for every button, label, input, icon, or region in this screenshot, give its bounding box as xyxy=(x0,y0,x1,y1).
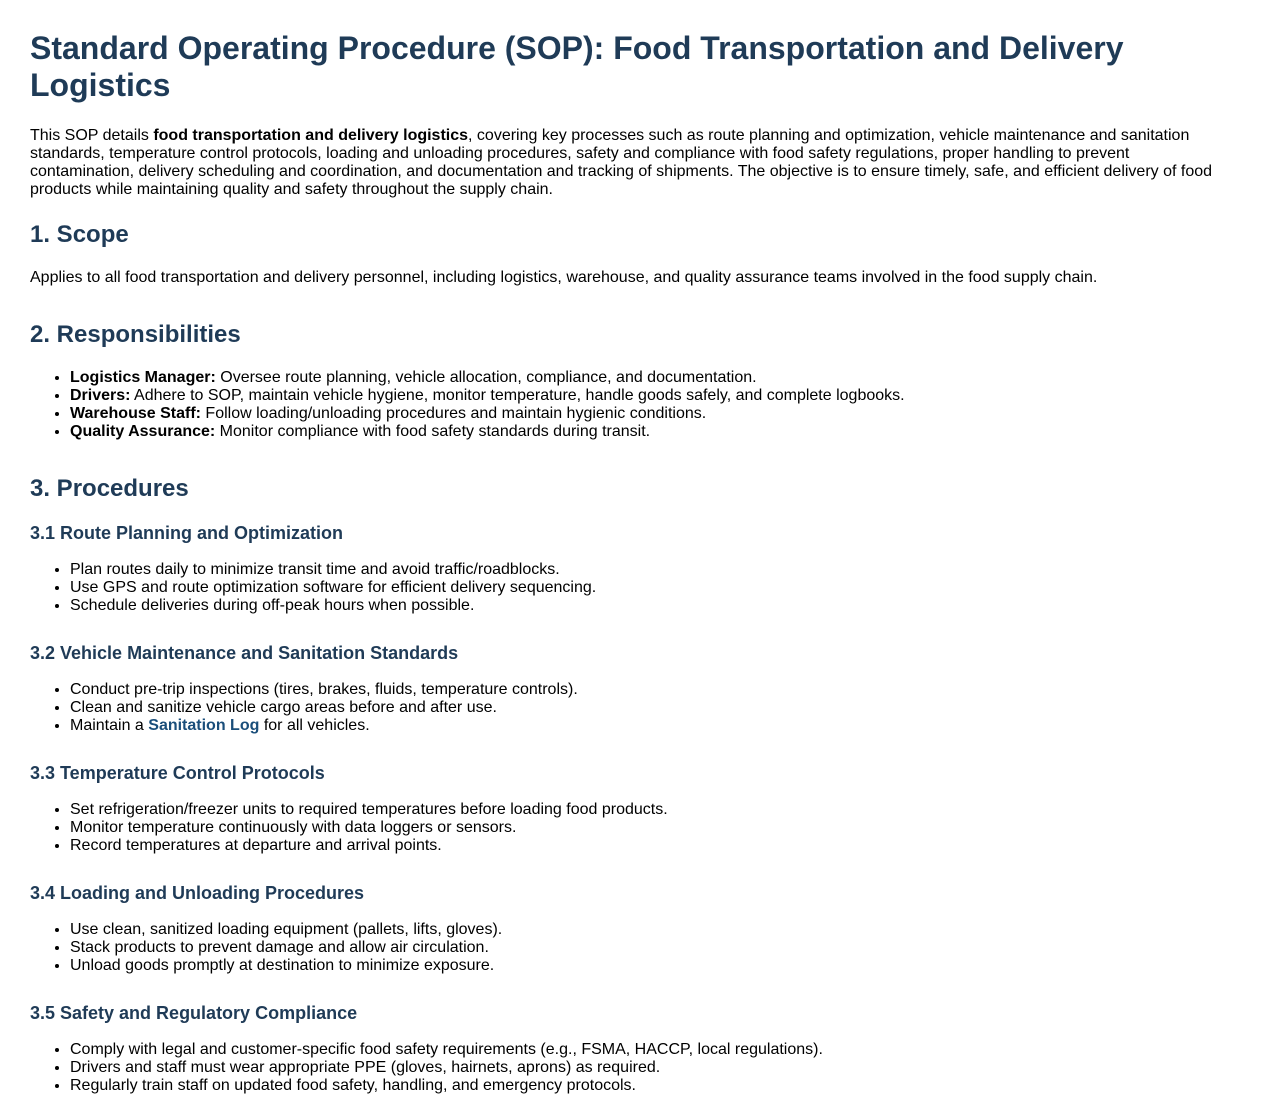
scope-section xyxy=(30,221,1233,287)
safety-compliance-list xyxy=(30,1041,1233,1095)
list-item: • Comply with legal and customer-specific food safety requirements (e.g., FSMA, HACCP, local regulations). xyxy=(70,1041,1233,1059)
role-label: Drivers: xyxy=(70,387,131,404)
list-item: • Clean and sanitize vehicle cargo areas before and after use. xyxy=(70,699,1233,717)
page-title: Standard Operating Procedure (SOP): Food Transportation and Delivery Logistics xyxy=(30,30,1124,103)
procedures-heading: 3. Procedures xyxy=(30,475,189,502)
sanitation-log-link[interactable]: Sanitation Log xyxy=(148,717,260,734)
list-item xyxy=(70,387,1233,405)
intro-text-end: , covering key processes such as route planning and optimization, vehicle maintenance and sanitation standards, temperature control protocols, loading and unloading procedures, safety and compliance with food safety regulations, proper handling to prevent contamination, delivery scheduling and coordination, and documentation and tracking of shipments. The objective is to ensure timely, safe, and efficient delivery of food products while maintaining quality and safety throughout the supply chain. xyxy=(30,127,1213,198)
list-item: • Use clean, sanitized loading equipment (pallets, lifts, gloves). xyxy=(70,921,1233,939)
role-description: Follow loading/unloading procedures and maintain hygienic conditions. xyxy=(200,405,707,422)
list-item: • Conduct pre-trip inspections (tires, brakes, fluids, temperature controls). xyxy=(70,681,1233,699)
scope-heading: 1. Scope xyxy=(30,221,129,248)
loading-unloading-list xyxy=(30,921,1233,975)
list-item: • Unload goods promptly at destination to minimize exposure. xyxy=(70,957,1233,975)
subsection-heading-temperature-control: 3.3 Temperature Control Protocols xyxy=(30,763,325,783)
list-item xyxy=(70,717,1233,735)
route-planning-list xyxy=(30,561,1233,615)
role-description: Oversee route planning, vehicle allocation, compliance, and documentation. xyxy=(215,369,757,386)
list-item: • Plan routes daily to minimize transit time and avoid traffic/roadblocks. xyxy=(70,561,1233,579)
responsibilities-heading: 2. Responsibilities xyxy=(30,321,241,348)
list-item-text-end: for all vehicles. xyxy=(259,717,370,734)
role-label: Logistics Manager: xyxy=(70,369,216,386)
intro-bold-text: food transportation and delivery logistics xyxy=(153,127,469,144)
subsection-heading-loading-unloading: 3.4 Loading and Unloading Procedures xyxy=(30,883,365,903)
list-item: • Set refrigeration/freezer units to required temperatures before loading food products. xyxy=(70,801,1233,819)
list-item: • Monitor temperature continuously with data loggers or sensors. xyxy=(70,819,1233,837)
list-item: • Schedule deliveries during off-peak hours when possible. xyxy=(70,597,1233,615)
list-item xyxy=(70,369,1233,387)
list-item: • Use GPS and route optimization software for efficient delivery sequencing. xyxy=(70,579,1233,597)
role-description: Adhere to SOP, maintain vehicle hygiene, monitor temperature, handle goods safely, and complete logbooks. xyxy=(130,387,905,404)
role-label: Quality Assurance: xyxy=(70,423,216,440)
temperature-control-list xyxy=(30,801,1233,855)
scope-text: Applies to all food transportation and delivery personnel, including logistics, warehouse, and quality assurance teams involved in the food supply chain. xyxy=(30,269,1098,286)
role-description: Monitor compliance with food safety standards during transit. xyxy=(215,423,651,440)
responsibilities-section xyxy=(30,321,1233,441)
list-item-text-start: Maintain a xyxy=(70,717,149,734)
procedures-section xyxy=(30,475,1233,1095)
list-item: • Drivers and staff must wear appropriate PPE (gloves, hairnets, aprons) as required. xyxy=(70,1059,1233,1077)
list-item: • Stack products to prevent damage and allow air circulation. xyxy=(70,939,1233,957)
list-item: • Regularly train staff on updated food safety, handling, and emergency protocols. xyxy=(70,1077,1233,1095)
list-item: • Record temperatures at departure and arrival points. xyxy=(70,837,1233,855)
responsibilities-list xyxy=(30,369,1233,441)
intro-text-start: This SOP details xyxy=(30,127,154,144)
subsection-heading-route-planning: 3.1 Route Planning and Optimization xyxy=(30,523,344,543)
vehicle-maintenance-list xyxy=(30,681,1233,735)
intro-paragraph xyxy=(30,127,1230,199)
subsection-heading-vehicle-maintenance: 3.2 Vehicle Maintenance and Sanitation Standards xyxy=(30,643,459,663)
list-item xyxy=(70,405,1233,423)
list-item xyxy=(70,423,1233,441)
role-label: Warehouse Staff: xyxy=(70,405,201,422)
subsection-heading-safety-compliance: 3.5 Safety and Regulatory Compliance xyxy=(30,1003,358,1023)
